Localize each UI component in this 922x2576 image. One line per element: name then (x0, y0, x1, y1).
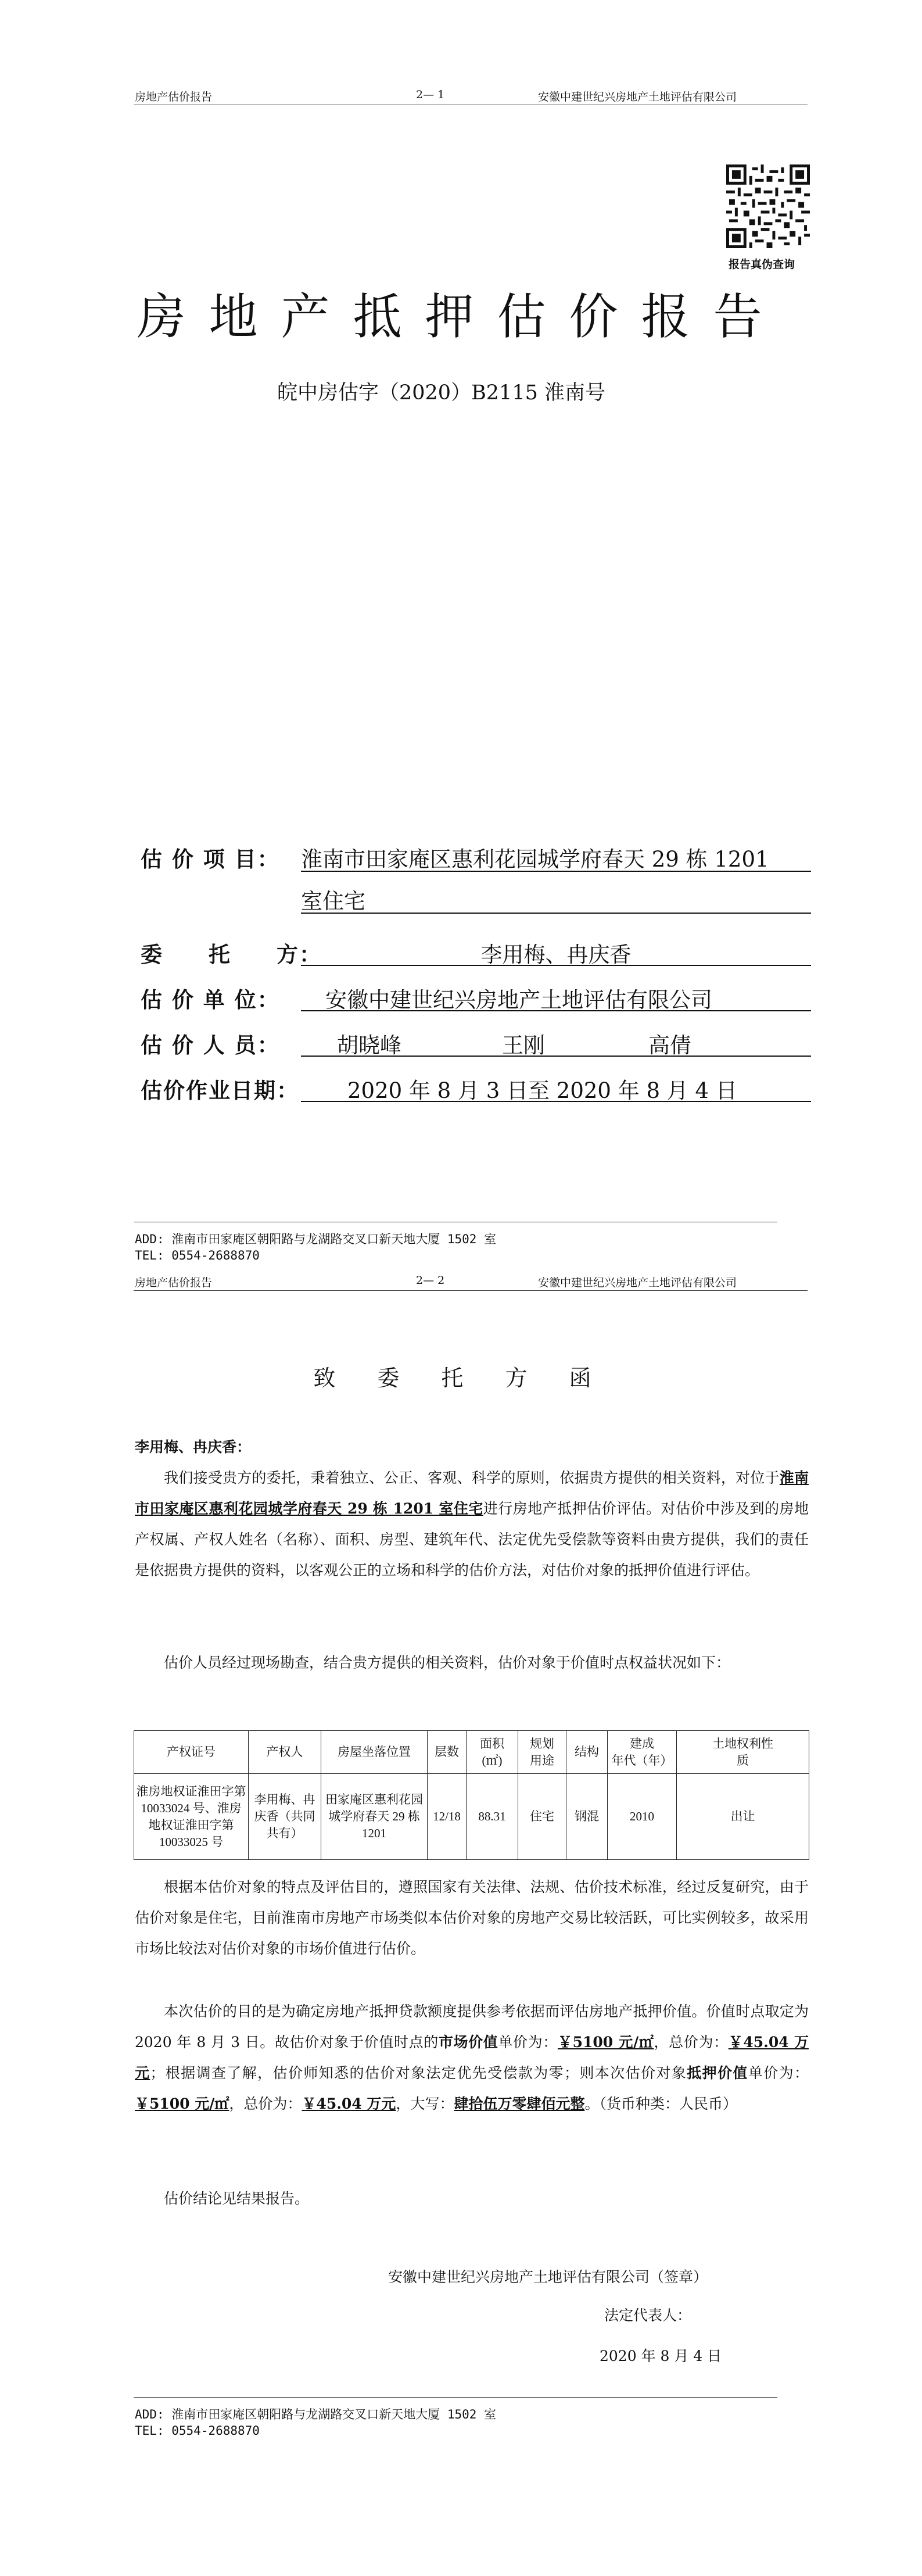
text: ，总价为： (229, 2095, 302, 2112)
table-header: 产权证号 (134, 1731, 249, 1774)
header-rule (134, 1290, 808, 1291)
project-label: 估 价 项 目： (141, 846, 280, 872)
page1-header-left: 房地产估价报告 (135, 91, 213, 103)
table-cell: 2010 (608, 1774, 677, 1860)
mortgage-value-term: 抵押价值 (687, 2065, 748, 2081)
appraiser-name: 王刚 (502, 1033, 545, 1058)
qr-caption: 报告真伪查询 (729, 258, 795, 271)
letter-title: 致 委 托 方 函 (313, 1365, 609, 1391)
salutation: 李用梅、冉庆香： (135, 1439, 252, 1455)
text: 单价为： (748, 2065, 809, 2081)
text: ；根据调查了解，估价师知悉的估价对象法定优先受偿款为零；则本次估价对象 (150, 2065, 687, 2081)
appraiser-name: 高倩 (648, 1033, 691, 1058)
text: 进行房地产抵押估价评估。对估价中涉及到的房地产权属、产权人姓名（名称）、面积、房型、建筑年代、法定优先受偿款等资料由贵方提供，我们的责任是依据贵方提供的资料，以客观公正的立场和科学的估价方法，对估价对象的抵押价值进行评估。 (135, 1500, 809, 1579)
table-row (134, 1774, 809, 1860)
paragraph-1 (135, 1462, 809, 1586)
signature-date: 2020 年 8 月 4 日 (600, 2348, 722, 2364)
signature-company: 安徽中建世纪兴房地产土地评估有限公司（签章） (388, 2269, 708, 2285)
property-table (134, 1730, 809, 1860)
page1-header-right: 安徽中建世纪兴房地产土地评估有限公司 (538, 91, 737, 103)
table-header: 土地权利性 质 (677, 1731, 809, 1774)
table-cell: 田家庵区惠利花园城学府春天 29 栋 1201 (321, 1774, 428, 1860)
paragraph-3: 根据本估价对象的特点及评估目的，遵照国家有关法律、法规、估价技术标准，经过反复研究，由于估价对象是住宅，目前淮南市房地产市场类似本估价对象的房地产交易比较活跃，可比实例较多，故采用市场比较法对估价对象的市场价值进行估价。 (135, 1879, 809, 1957)
table-header: 规划 用途 (518, 1731, 566, 1774)
market-total-price: ￥45.04 万元 (135, 2034, 809, 2081)
market-unit-price: ￥5100 元/㎡ (557, 2034, 654, 2051)
date-value: 2020 年 8 月 3 日至 2020 年 8 月 4 日 (347, 1078, 737, 1103)
appraiser-name: 胡晓峰 (337, 1033, 401, 1058)
table-cell: 钢混 (566, 1774, 608, 1860)
text: 单价为： (498, 2034, 558, 2051)
table-header-row (134, 1731, 809, 1774)
table-header: 产权人 (249, 1731, 321, 1774)
date-underline (301, 1101, 811, 1102)
table-header: 结构 (566, 1731, 608, 1774)
report-number: 皖中房估字（2020）B2115 淮南号 (277, 381, 605, 405)
footer-phone: TEL: 0554-2688870 (135, 2424, 260, 2438)
footer-address: ADD: 淮南市田家庵区朝阳路与龙湖路交叉口新天地大厦 1502 室 (135, 2407, 497, 2421)
date-label: 估价作业日期： (141, 1078, 299, 1103)
table-header: 房屋坐落位置 (321, 1731, 428, 1774)
page2-header-right: 安徽中建世纪兴房地产土地评估有限公司 (538, 1276, 737, 1289)
table-cell: 李用梅、冉庆香（共同共有） (249, 1774, 321, 1860)
appraisers-underline (301, 1056, 811, 1057)
unit-label: 估 价 单 位： (141, 987, 280, 1012)
table-cell: 淮房地权证淮田字第 10033024 号、淮房地权证淮田字第 10033025 号 (134, 1774, 249, 1860)
page2-header-page-number: 2— 2 (416, 1274, 445, 1287)
property-address: 淮南市田家庵区惠利花园城学府春天 29 栋 1201 室住宅 (135, 1469, 809, 1517)
paragraph-4 (135, 1996, 809, 2119)
text: ，大写： (396, 2095, 454, 2112)
client-underline (301, 965, 811, 966)
project-underline-1 (301, 871, 811, 872)
table-cell: 12/18 (428, 1774, 467, 1860)
footer-address: ADD: 淮南市田家庵区朝阳路与龙湖路交叉口新天地大厦 1502 室 (135, 1232, 497, 1246)
text: ，总价为： (654, 2034, 729, 2051)
text: 我们接受贵方的委托，秉着独立、公正、客观、科学的原则，依据贵方提供的相关资料，对位于 (164, 1469, 780, 1486)
paragraph-5: 估价结论见结果报告。 (164, 2190, 310, 2207)
table-header: 层数 (428, 1731, 467, 1774)
client-label: 委 托 方： (141, 942, 322, 967)
text: 本次估价的目的是为确定房地产抵押贷款额度提供参考依据而评估房地产抵押价值。价值时点取定为 2020 年 8 月 3 日。故估价对象于价值时点的 (135, 2003, 809, 2051)
project-underline-2 (301, 913, 811, 914)
unit-value: 安徽中建世纪兴房地产土地评估有限公司 (325, 988, 712, 1012)
page1-header-page-number: 2— 1 (416, 88, 445, 101)
appraisers-label: 估 价 人 员： (141, 1032, 280, 1058)
market-value-term: 市场价值 (438, 2034, 498, 2051)
paragraph-2: 估价人员经过现场勘查，结合贵方提供的相关资料，估价对象于价值时点权益状况如下： (164, 1654, 731, 1671)
client-value: 李用梅、冉庆香 (480, 942, 632, 967)
table-cell: 出让 (677, 1774, 809, 1860)
text: 。（货币种类：人民币） (584, 2095, 737, 2112)
project-value-line2: 室住宅 (301, 889, 365, 914)
project-value-line1: 淮南市田家庵区惠利花园城学府春天 29 栋 1201 (301, 847, 769, 872)
mortgage-total-price: ￥45.04 万元 (302, 2095, 396, 2112)
page2-header-left: 房地产估价报告 (135, 1276, 213, 1289)
qr-code-icon[interactable] (726, 164, 810, 248)
table-header: 建成 年代（年） (608, 1731, 677, 1774)
table-cell: 88.31 (467, 1774, 518, 1860)
legal-representative: 法定代表人： (604, 2307, 692, 2324)
table-header: 面积 (㎡) (467, 1731, 518, 1774)
report-title: 房地产抵押估价报告 (137, 288, 785, 345)
footer-phone: TEL: 0554-2688870 (135, 1248, 260, 1262)
unit-underline (301, 1010, 811, 1011)
table-cell: 住宅 (518, 1774, 566, 1860)
footer-rule (134, 2397, 777, 2398)
total-in-words: 肆拾伍万零肆佰元整 (454, 2095, 585, 2112)
mortgage-unit-price: ￥5100 元/㎡ (135, 2095, 229, 2112)
